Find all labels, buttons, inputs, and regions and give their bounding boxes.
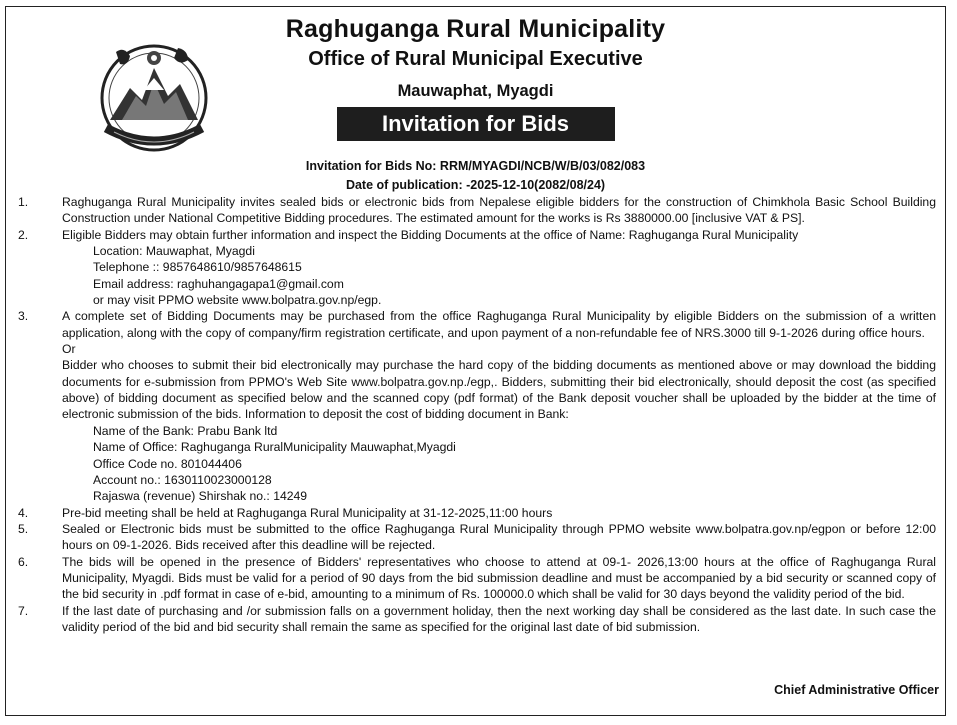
list-item: [16, 521, 936, 554]
title-banner: Invitation for Bids: [337, 107, 615, 141]
bid-number: Invitation for Bids No: RRM/MYAGDI/NCB/W/B/03/082/083: [305, 159, 646, 173]
contact-email: Email address: raghuhangagapa1@gmail.com: [93, 276, 344, 291]
item-text: Pre-bid meeting shall be held at Raghuganga Rural Municipality at 31-12-2025,11:00 hours: [62, 505, 553, 520]
or-label: Or: [62, 342, 76, 357]
item-number: 1.: [18, 195, 29, 209]
contact-location: Location: Mauwaphat, Myagdi: [93, 244, 255, 259]
item-number: 3.: [18, 309, 29, 324]
list-item: [16, 194, 936, 227]
org-name: Raghuganga Rural Municipality: [285, 15, 666, 43]
notice-header: [0, 14, 951, 141]
item-text: Raghuganga Rural Municipality invites sealed bids or electronic bids from Nepalese eligible bidders for the construction of Chimkhola Basic School Building Construction under National Competitive Bidding procedures. The estimated amount for the works is Rs 3880000.00 [inclusive VAT & PS].: [62, 195, 936, 226]
list-item: [16, 603, 936, 636]
office-location: Mauwaphat, Myagdi: [397, 82, 554, 100]
publication-date: Date of publication: -2025-12-10(2082/08/24): [345, 178, 606, 192]
item-number: 2.: [18, 227, 29, 242]
item-text: The bids will be opened in the presence of Bidders' representatives who choose to attend at 09-1- 2026,13:00 hours at the office of Raghuganga Rural Municipality, Myagdi. Bids must be valid for a period of 90 days from the bid submission deadline and must be accompanied by a bid security or scanned copy of the bid security in .pdf format in case of e-bid, amounting to a minimum of Rs. 100000.0 which shall be valid for 30 days beyond the validity period of the bid.: [62, 554, 936, 602]
contact-telephone: Telephone :: 9857648610/9857648615: [93, 260, 302, 275]
item-number: 7.: [18, 603, 29, 618]
list-item: [16, 554, 936, 603]
bank-office-name: Name of Office: Raghuganga RuralMunicipality Mauwaphat,Myagdi: [93, 440, 456, 455]
notice-body: [16, 194, 936, 635]
bank-details: [62, 423, 936, 505]
item-text-electronic: Bidder who chooses to submit their bid electronically may purchase the hard copy of the bidding documents as mentioned above or may download the bidding documents for e-submission from PPMO's Web Site www.bolpatra.gov.np./egp,. Bidders, submitting their bid electronically, should deposit the cost (as specified above) of bidding document as specified below and the scanned copy (pdf format) of the Bank deposit voucher shall be uploaded by the bidder at the time of electronic submission of the bids. Information to deposit the cost of bidding document in Bank:: [62, 358, 936, 422]
list-item: [16, 308, 936, 504]
bank-account-number: Account no.: 1630110023000128: [93, 472, 272, 487]
item-text: If the last date of purchasing and /or submission falls on a government holiday, then the next working day shall be considered as the last date. In such case the validity period of the bid and bid security shall remain the same as specified for the original last date of bid submission.: [62, 603, 936, 634]
signoff: Chief Administrative Officer: [774, 683, 939, 697]
item-text: Eligible Bidders may obtain further information and inspect the Bidding Documents at the office of Name: Raghuganga Rural Municipality: [62, 227, 799, 242]
office-name: Office of Rural Municipal Executive: [308, 48, 643, 70]
item-text: Sealed or Electronic bids must be submitted to the office Raghuganga Rural Municipality through PPMO website www.bolpatra.gov.np/egpon or before 12:00 hours on 09-1-2026. Bids received after this deadline will be rejected.: [62, 521, 936, 553]
contact-website: or may visit PPMO website www.bolpatra.gov.np/egp.: [93, 293, 382, 308]
item-text: A complete set of Bidding Documents may be purchased from the office Raghuganga Rural Municipality by eligible Bidders on the submission of a written application, along with the copy of company/firm registration certificate, and upon payment of a non-refundable fee of NRS.3000 till 9-1-2026 during office hours.: [62, 309, 936, 340]
item-number: 6.: [18, 554, 29, 569]
list-item: [16, 505, 936, 521]
bank-office-code: Office Code no. 801044406: [93, 456, 242, 471]
bank-revenue-code: Rajaswa (revenue) Shirshak no.: 14249: [93, 489, 308, 504]
item-number: 4.: [18, 505, 29, 520]
list-item: [16, 227, 936, 309]
bank-name: Name of the Bank: Prabu Bank ltd: [93, 423, 278, 438]
item-number: 5.: [18, 521, 29, 536]
contact-details: [62, 243, 936, 308]
